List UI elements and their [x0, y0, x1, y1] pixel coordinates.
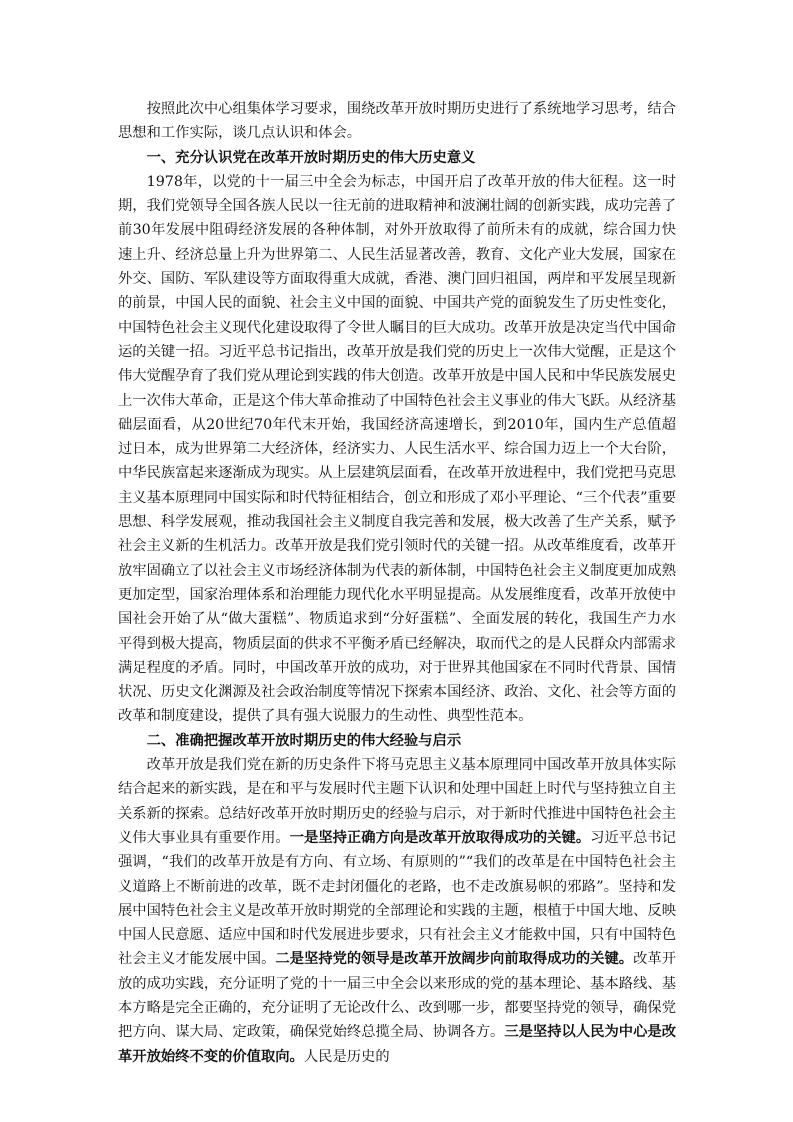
intro-paragraph: 按照此次中心组集体学习要求，围绕改革开放时期历史进行了系统地学习思考，结合思想和工作实际，谈几点认识和体会。 [118, 101, 676, 142]
section-2-heading: 二、准确把握改革开放时期历史的伟大经验与启示 [146, 732, 462, 749]
section-1-heading: 一、充分认识党在改革开放时期历史的伟大历史意义 [146, 149, 476, 166]
key-point-3: 三是坚持以人民为中心是改革开放始终不变的价值取向。 [118, 1024, 676, 1065]
section-2-text-b: 习近平总书记强调，“我们的改革开放是有方向、有立场、有原则的”“我们的改革是在中国特色社会主义道路上不断前进的改革，既不走封闭僵化的老路，也不走改旗易帜的邪路”。坚持和发展中国特色社会主义是改革开放时期党的全部理论和实践的主题，根植于中国大地、反映中国人民意愿、适应中国和时代发展进步要求，只有社会主义才能救中国，只有中国特色社会主义才能发展中国。 [118, 829, 677, 968]
key-point-1: 一是坚持正确方向是改革开放取得成功的关键。 [289, 829, 591, 846]
section-2-text-c: 改革开放的成功实践，充分证明了党的十一届三中全会以来形成的党的基本理论、基本路线、基本方略是完全正确的，充分证明了无论改什么、改到哪一步，都要坚持党的领导，确保党把方向、谋大局、定政策，确保党始终总揽全局、协调各方。 [118, 951, 677, 1041]
document-page [118, 97, 676, 1069]
section-2-paragraph [118, 753, 676, 1069]
section-2-text-d: 人民是历史的 [303, 1048, 390, 1065]
section-2-text-a: 改革开放是我们党在新的历史条件下将马克思主义基本原理同中国改革开放具体实际结合起来的新实践，是在和平与发展时代主题下认识和处理中国赶上时代与坚持独立自主关系新的探索。总结好改革开放时期历史的经验与启示，对于新时代推进中国特色社会主义伟大事业具有重要作用。 [118, 757, 676, 846]
section-1-paragraph: 1978年，以党的十一届三中全会为标志，中国开启了改革开放的伟大征程。这一时期，我们党领导全国各族人民以一往无前的进取精神和波澜壮阔的创新实践，成功完善了前30年发展中阻碍经济发展的各种体制，对外开放取得了前所未有的成就，综合国力快速上升、经济总量上升为世界第二、人民生活显著改善，教育、文化产业大发展，国家在外交、国防、军队建设等方面取得重大成就，香港、澳门回归祖国，两岸和平发展呈现新的前景，中国人民的面貌、社会主义中国的面貌、中国共产党的面貌发生了历史性变化，中国特色社会主义现代化建设取得了令世人瞩目的巨大成功。改革开放是决定当代中国命运的关键一招。习近平总书记指出，改革开放是我们党的历史上一次伟大觉醒，正是这个伟大觉醒孕育了我们党从理论到实践的伟大创造。改革开放是中国人民和中华民族发展史上一次伟大革命，正是这个伟大革命推动了中国特色社会主义事业的伟大飞跃。从经济基础层面看，从20世纪70年代末开始，我国经济高速增长，到2010年，国内生产总值超过日本，成为世界第二大经济体，经济实力、人民生活水平、综合国力迈上一个大台阶，中华民族富起来逐渐成为现实。从上层建筑层面看，在改革开放进程中，我们党把马克思主义基本原理同中国实际和时代特征相结合，创立和形成了邓小平理论、“三个代表”重要思想、科学发展观，推动我国社会主义制度自我完善和发展，极大改善了生产关系，赋予社会主义新的生机活力。改革开放是我们党引领时代的关键一招。从改革维度看，改革开放牢固确立了以社会主义市场经济体制为代表的新体制，中国特色社会主义制度更加成熟更加定型，国家治理体系和治理能力现代化水平明显提高。从发展维度看，改革开放使中国社会开始了从“做大蛋糕”、物质追求到“分好蛋糕”、全面发展的转化，我国生产力水平得到极大提高，物质层面的供求不平衡矛盾已经解决，取而代之的是人民群众内部需求满足程度的矛盾。同时，中国改革开放的成功，对于世界其他国家在不同时代背景、国情状况、历史文化渊源及社会政治制度等情况下探索本国经济、政治、文化、社会等方面的改革和制度建设，提供了具有强大说服力的生动性、典型性范本。 [118, 173, 676, 725]
key-point-2: 二是坚持党的领导是改革开放阔步向前取得成功的关键。 [275, 951, 634, 968]
